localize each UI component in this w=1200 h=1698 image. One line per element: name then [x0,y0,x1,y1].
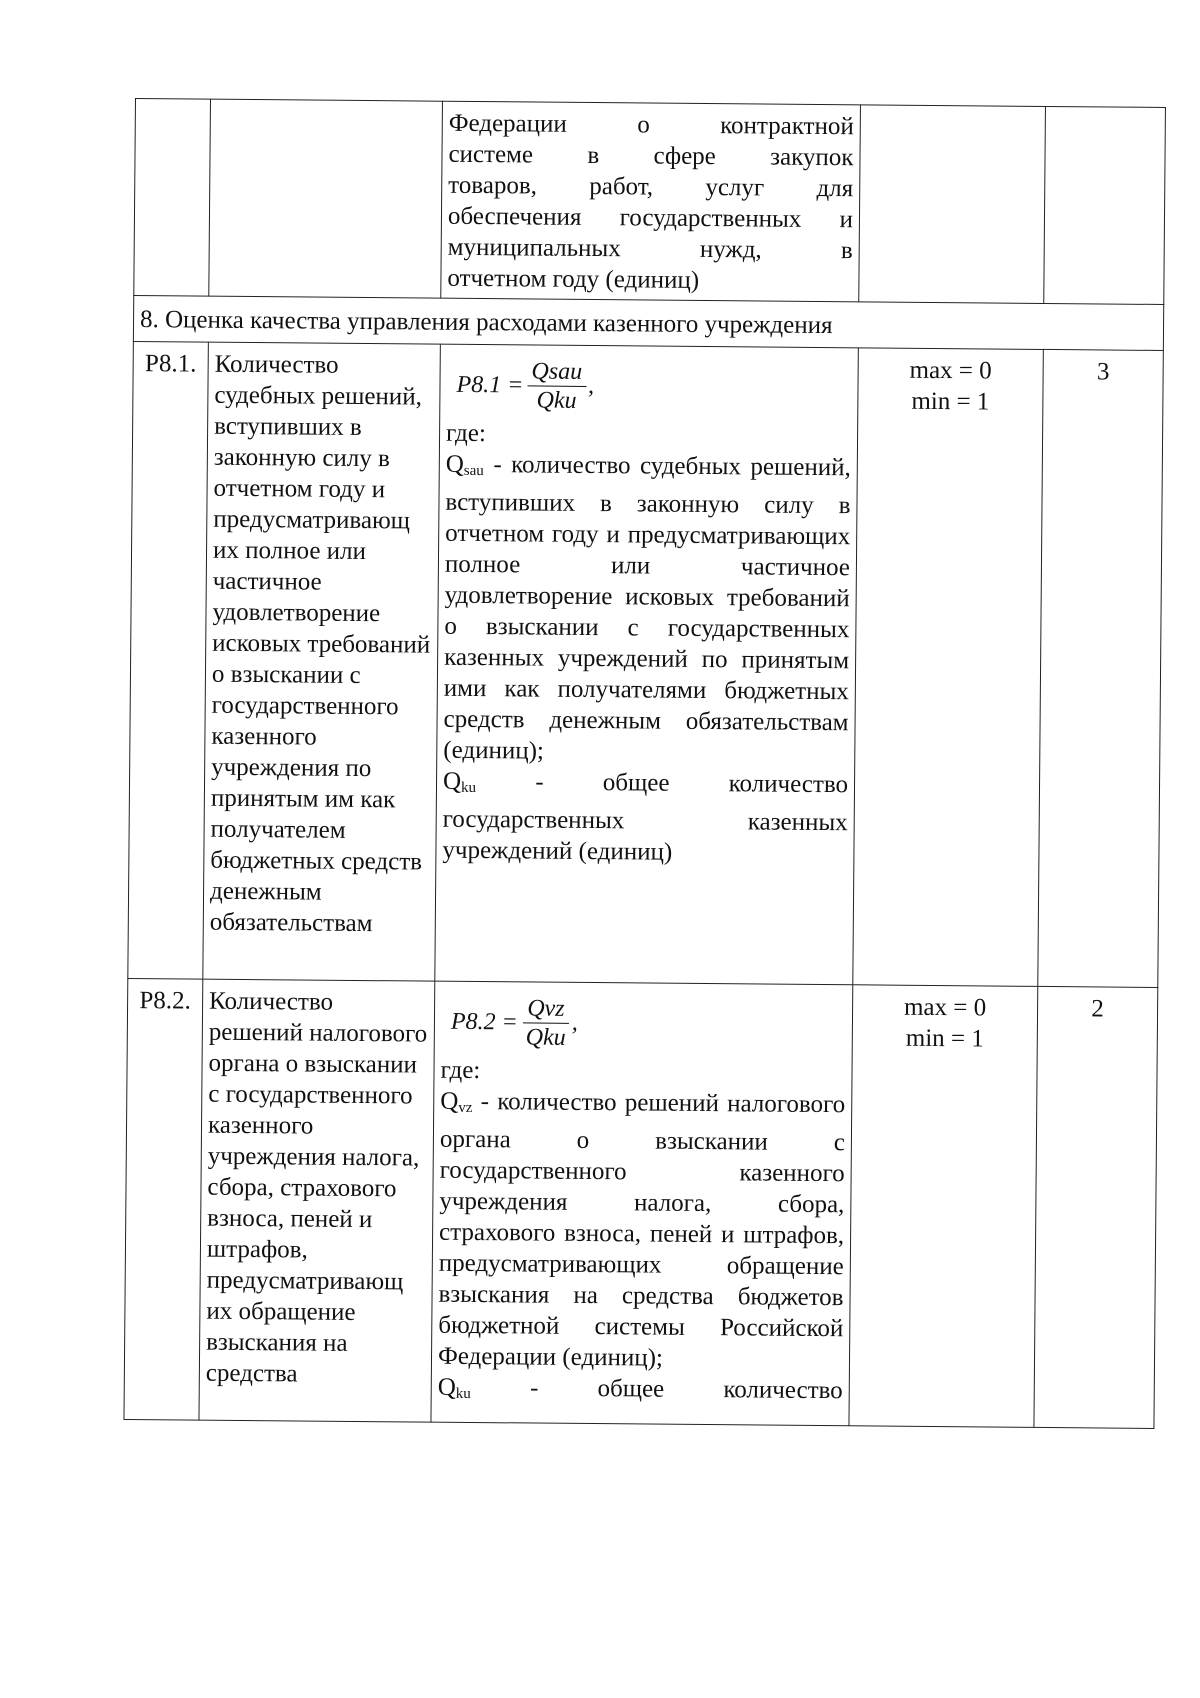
continuation-line: муниципальных нужд, в [447,233,853,265]
formula-numerator: Qsau [527,357,586,387]
formula-numerator: Qvz [523,994,569,1023]
definition-text: - общее количество [470,1373,843,1405]
definition-1 [443,449,851,770]
indicator-weight: 3 [1038,349,1164,987]
definition-text: - количество решений налогового органа о взыскании с государственного казенного учреждения налога, сбора, страхового взноса, пеней и штрафов, предусматривающих обращение взыскания на средства бюджетов бюджетной системы Российской Федерации (единиц); [437,1087,846,1372]
formula-fraction [522,994,570,1051]
formula-lhs: P8.1 = [456,371,524,399]
formula-lhs: P8.2 = [450,1008,518,1036]
section-title: 8. Оценка качества управления расходами казенного учреждения [133,295,1163,350]
definition-subscript: ku [460,779,477,797]
continuation-line: обеспечения государственных и [447,202,854,234]
definition-text: - общее количество государственных казенных учреждений (единиц) [442,768,849,866]
indicator-weight: 2 [1034,986,1158,1428]
definition-symbol: Q [440,1087,459,1115]
indicator-code: Р8.2. [124,978,203,1420]
continuation-line: системе в сфере закупок [448,140,854,172]
formula-denominator: Qku [536,387,577,414]
continuation-line: товаров, работ, услуг для [448,171,854,203]
indicator-code: Р8.1. [128,341,209,979]
formula-denominator: Qku [525,1024,566,1051]
limit-max: max = 0 [909,356,992,385]
empty-limits-cell [859,105,1046,304]
indicator-name: Количество решений налогового органа о взыскании с государственного казенного учреждения налога, сбора, страхового взноса, пеней и штрафов, предусматривающ их обращение взыскания на средства [199,979,435,1422]
limit-max: max = 0 [903,993,987,1022]
formula-trail: , [587,372,595,400]
definition-symbol: Q [437,1373,456,1401]
definition-subscript: sau [463,462,484,480]
limit-min: min = 1 [911,387,990,416]
definition-symbol: Q [442,767,462,795]
empty-weight-cell [1044,106,1166,304]
definition-2 [438,1372,843,1414]
limit-min: min = 1 [905,1024,984,1053]
indicator-formula-cell [435,344,859,985]
continuation-row [134,99,1166,305]
indicator-name: Количество судебных решений, вступивших в законную силу в отчетном году и предусматривающ их полное или частичное удовлетворение исковых требований о взыскании с государственного казенного учреждения по принятым им как получателем бюджетных средств денежным обязательствам [203,342,441,981]
continuation-line: отчетном году (единиц) [447,264,700,294]
formula [451,994,846,1054]
definition-1 [438,1086,845,1376]
definition-subscript: vz [458,1099,473,1116]
indicator-table [123,98,1165,1429]
definition-2 [442,766,848,870]
formula-fraction [527,357,586,415]
continuation-text-cell [441,101,861,302]
where-label: где: [445,419,486,448]
indicator-limits [849,985,1038,1428]
indicator-row-r8-2 [124,978,1158,1428]
definition-symbol: Q [445,450,464,478]
indicator-row-r8-1 [128,341,1164,987]
definition-text: - количество судебных решений, вступивших в законную силу в отчетном году и предусматривающих полное или частичное удовлетворение исковых требований о взыскании с государственных казенных учреждений по принятым ими как получателями бюджетных средств денежным обязательствам (единиц); [443,451,851,765]
indicator-limits [853,348,1044,987]
definition-subscript: ku [455,1385,471,1402]
empty-name-cell [209,99,443,298]
indicator-formula-cell [431,981,853,1426]
continuation-line: Федерации о контрактной [448,109,854,141]
formula-trail: , [571,1009,578,1036]
empty-code-cell [134,99,211,297]
where-label: где: [440,1056,481,1085]
formula [456,357,851,417]
